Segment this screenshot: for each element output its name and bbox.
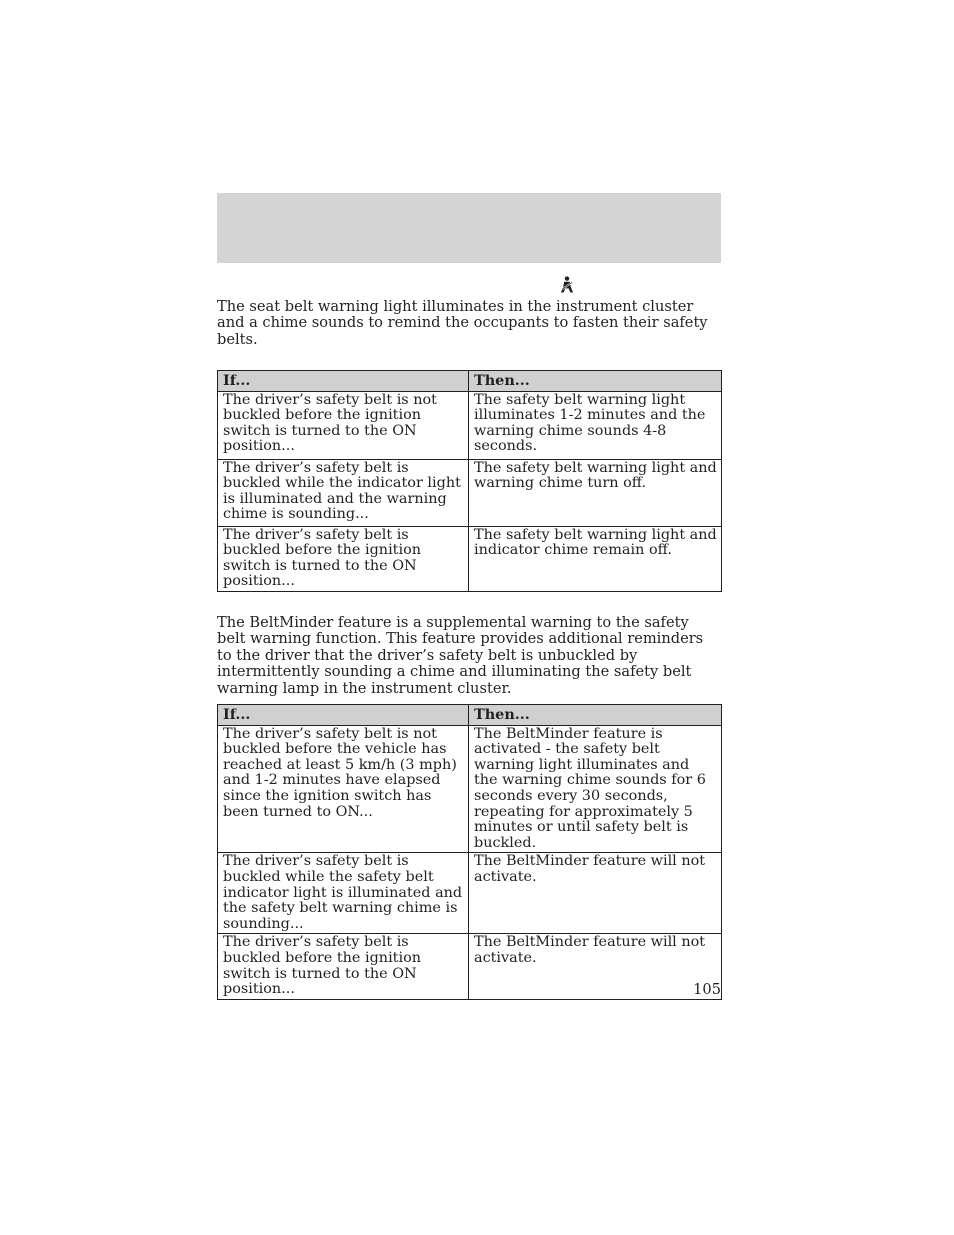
seatbelt-warning-icon (559, 276, 575, 294)
table-cell-then: The safety belt warning light and indicator chime remain off. (469, 526, 722, 591)
table-cell-if: The driver’s safety belt is buckled while the indicator light is illuminated and the warning chime is sounding... (218, 459, 469, 526)
table-row (218, 459, 722, 526)
table-row (218, 526, 722, 591)
beltminder-paragraph: The BeltMinder feature is a supplemental warning to the safety belt warning function. This feature provides additional reminders to the driver that the driver’s safety belt is unbuckled by intermittently sounding a chime and illuminating the safety belt warning lamp in the instrument cluster. (217, 614, 704, 697)
table-header-row (218, 705, 722, 726)
table-header-then: Then... (469, 705, 722, 726)
intro-paragraph: The seat belt warning light illuminates in the instrument cluster and a chime sounds to remind the occupants to fasten their safety belts. (217, 298, 708, 348)
table-cell-then: The BeltMinder feature is activated - the safety belt warning light illuminates and the warning chime sounds for 6 seconds every 30 seconds, repeating for approximately 5 minutes or until safety belt is buckled. (469, 725, 722, 853)
table-cell-then: The safety belt warning light illuminates 1-2 minutes and the warning chime sounds 4-8 seconds. (469, 391, 722, 459)
page-number: 105 (693, 981, 721, 998)
table-row (218, 934, 722, 999)
table-cell-then: The BeltMinder feature will not activate. (469, 934, 722, 999)
table-cell-if: The driver’s safety belt is buckled before the ignition switch is turned to the ON position... (218, 526, 469, 591)
table-row (218, 853, 722, 934)
table-cell-if: The driver’s safety belt is not buckled before the ignition switch is turned to the ON position... (218, 391, 469, 459)
table-cell-if: The driver’s safety belt is buckled while the safety belt indicator light is illuminated and the safety belt warning chime is sounding... (218, 853, 469, 934)
table-cell-if: The driver’s safety belt is not buckled before the vehicle has reached at least 5 km/h (3 mph) and 1-2 minutes have elapsed since the ignition switch has been turned to ON... (218, 725, 469, 853)
table-cell-if: The driver’s safety belt is buckled before the ignition switch is turned to the ON position... (218, 934, 469, 999)
table-header-then: Then... (469, 371, 722, 392)
table-header-if: If... (218, 371, 469, 392)
seatbelt-warning-table (217, 370, 722, 592)
table-row (218, 391, 722, 459)
table-row (218, 725, 722, 853)
table-cell-then: The BeltMinder feature will not activate. (469, 853, 722, 934)
beltminder-table (217, 704, 722, 1000)
table-header-if: If... (218, 705, 469, 726)
table-header-row (218, 371, 722, 392)
table-cell-then: The safety belt warning light and warning chime turn off. (469, 459, 722, 526)
section-header-band (217, 193, 721, 263)
